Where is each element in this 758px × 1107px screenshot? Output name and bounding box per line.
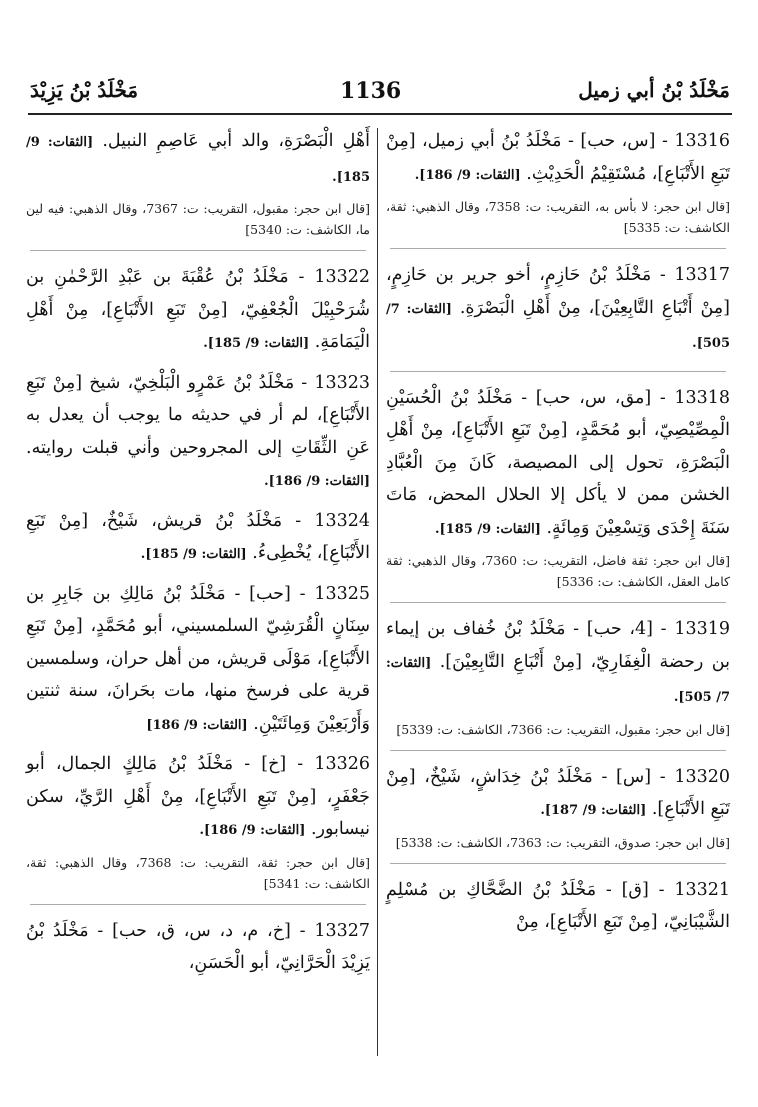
running-head-right: مَخْلَدُ بْنُ أبي زميل [578,78,730,102]
entry-text: 13316 - [س، حب] - مَخْلَدُ بْنُ أبي زميل، [مِنْ تَبَعِ الأَتْبَاعِ]، مُسْتَقِيْمُ الْحَدِيْثِ. [386,131,730,184]
entry-text: 13321 - [ق] - مَخْلَدُ بْنُ الضَّحَّاكِ بن مُسْلِمٍ الشَّيْبَانِيّ، [مِنْ تَبَعِ الأَتْبَاعِ]، مِنْ [386,879,730,932]
entry-separator [30,904,366,905]
running-head-left: مَخْلَدُ بْنُ يَزِيْدَ [30,78,139,102]
entry-13321-continued [26,125,370,194]
right-column [386,125,730,939]
entry-reference: [الثقات: 7/ 505]. [386,301,730,351]
entry-13322 [26,261,370,361]
entry-reference: [الثقات: 7/ 505]. [386,655,730,705]
entry-13327 [26,915,370,980]
left-column [26,125,370,980]
entry-text: 13324 - مَخْلَدُ بْنُ قريش، شَيْخٌ، [مِنْ تَبَعِ الأَتْبَاعِ]، يُخْطِىءُ. [26,510,370,563]
entry-text: 13320 - [س] - مَخْلَدُ بْنُ خِدَاشٍ، شَيْخٌ، [مِنْ تَبَعِ الأَتْبَاعِ]. [386,766,730,819]
entry-separator [390,371,726,372]
entry-reference: [الثقات: 9/ 186]. [264,474,370,489]
entry-13320 [386,761,730,828]
header-rule [28,113,732,115]
entry-reference: [الثقات: 9/ 185]. [434,521,541,537]
entry-reference: [الثقات: 9/ 185]. [140,547,247,562]
page-number: 1136 [340,78,402,104]
entry-reference: [الثقات: 9/ 185]. [203,336,310,351]
entry-note: [قال ابن حجر: ثقة، التقريب: ت: 7368، وقال الذهبي: ثقة، الكاشف: ت: 5341] [26,854,371,891]
entry-note: [قال ابن حجر: مقبول، التقريب: ت: 7366، الكاشف: ت: 5339] [396,721,730,737]
entry-13325 [26,578,370,743]
entry-separator [390,602,726,603]
entry-text: 13326 - [خ] - مَخْلَدُ بْنُ مَالِكٍ الجمال، أبو جَعْفَرٍ، [مِنْ تَبَعِ الأَتْبَاعِ]، مِنْ أَهْلِ الرَّيِّ، سكن نيسابور. [26,754,370,839]
entry-13321 [386,874,730,939]
column-divider [377,128,378,1056]
entry-separator [390,248,726,249]
entry-note: [قال ابن حجر: ثقة فاضل، التقريب: ت: 7360، وقال الذهبي: ثقة كامل العقل، الكاشف: ت: 5336] [386,553,730,589]
entry-reference: [الثقات: 9/ 186] [146,717,248,733]
entry-text: 13323 - مَخْلَدُ بْنُ عَمْرٍو الْبَلْخِيّ، شيخ [مِنْ تَبَعِ الأَتْبَاعِ]، لم أر في حديثه ما يوجب أن يعدل به عَنِ الثِّقَاتِ إلى المجروحين وأني قبلت روايته. [26,372,370,458]
entry-text: أَهْلِ الْبَصْرَةِ، والد أبي عَاصِمِ النبيل. [102,131,370,151]
entry-13317 [386,259,730,361]
entry-13318 [386,382,730,547]
entry-13323 [26,367,370,499]
entry-separator [390,863,726,864]
entry-reference: [الثقات: 9/ 187]. [540,803,647,818]
entry-text: 13318 - [مق، س، حب] - مَخْلَدُ بْنُ الْحُسَيْنِ الْمِصِّيْصِيّ، أبو مُحَمَّدٍ، [مِنْ تَبَعِ الأَتْبَاعِ]، مِنْ أَهْلِ الْبَصْرَةِ، تحول إلى المصيصة، كَانَ مِنَ الْعُبَّادِ الخشن ممن لا يأكل إلا الحلال المحض، مَاتَ سَنَةَ إِحْدَى وَتِسْعِيْنَ وَمِائَةٍ. [386,387,730,538]
entry-text: 13325 - [حب] - مَخْلَدُ بْنُ مَالِكِ بن جَابِرِ بن سِنَانٍ الْقُرَشِيّ السلمسيني، أبو مُحَمَّدٍ، [مِنْ تَبَعِ الأَتْبَاعِ]، مَوْلَى قريش، من أهل حران، وسلمسين قرية على فرسخ منها، مات بحَرانَ، سنة ثنتين وَأَرْبَعِيْنَ وَمِائَتَيْنِ. [26,583,370,734]
entry-reference: [الثقات: 9/ 185]. [26,135,370,185]
entry-text: 13322 - مَخْلَدُ بْنُ عُقْبَةَ بن عَبْدِ الرَّحْمٰنِ بن شُرَحْبِيْلَ الْجُعْفِيّ، [مِنْ تَبَعِ الأَتْبَاعِ]، مِنْ أَهْلِ الْيَمَامَةِ. [26,267,370,352]
entry-reference: [الثقات: 9/ 186]. [414,167,521,183]
entry-separator [390,750,726,751]
entry-separator [30,250,366,251]
entry-text: 13319 - [4، حب] - مَخْلَدُ بْنُ خُفاف بن إيماء بن رحضة الْغِفَارِيّ، [مِنْ أَتْبَاعِ التَّابِعِيْنَ]. [386,619,730,672]
page-header [30,78,730,108]
entry-13326 [26,748,370,848]
entry-note: [قال ابن حجر: صدوق، التقريب: ت: 7363، الكاشف: ت: 5338] [395,834,730,850]
entry-note: [قال ابن حجر: مقبول، التقريب: ت: 7367، وقال الذهبي: فيه لين ما، الكاشف: ت: 5340] [26,201,370,237]
entry-text: 13327 - [خ، م، د، س، ق، حب] - مَخْلَدُ بْنُ يَزِيْدَ الْحَرَّانِيّ، أبو الْحَسَنِ، [26,920,370,973]
entry-text: 13317 - مَخْلَدُ بْنُ حَازِمٍ، أخو جرير بن حَازِمٍ، [مِنْ أَتْبَاعِ التَّابِعِيْنَ]، مِنْ أَهْلِ الْبَصْرَةِ. [386,265,730,318]
entry-reference: [الثقات: 9/ 186]. [199,823,306,838]
entry-13324 [26,505,370,572]
entry-note: [قال ابن حجر: لا بأس به، التقريب: ت: 7358، وقال الذهبي: ثقة، الكاشف: ت: 5335] [386,199,730,235]
entry-13316 [386,125,730,192]
entry-13319 [386,613,730,715]
